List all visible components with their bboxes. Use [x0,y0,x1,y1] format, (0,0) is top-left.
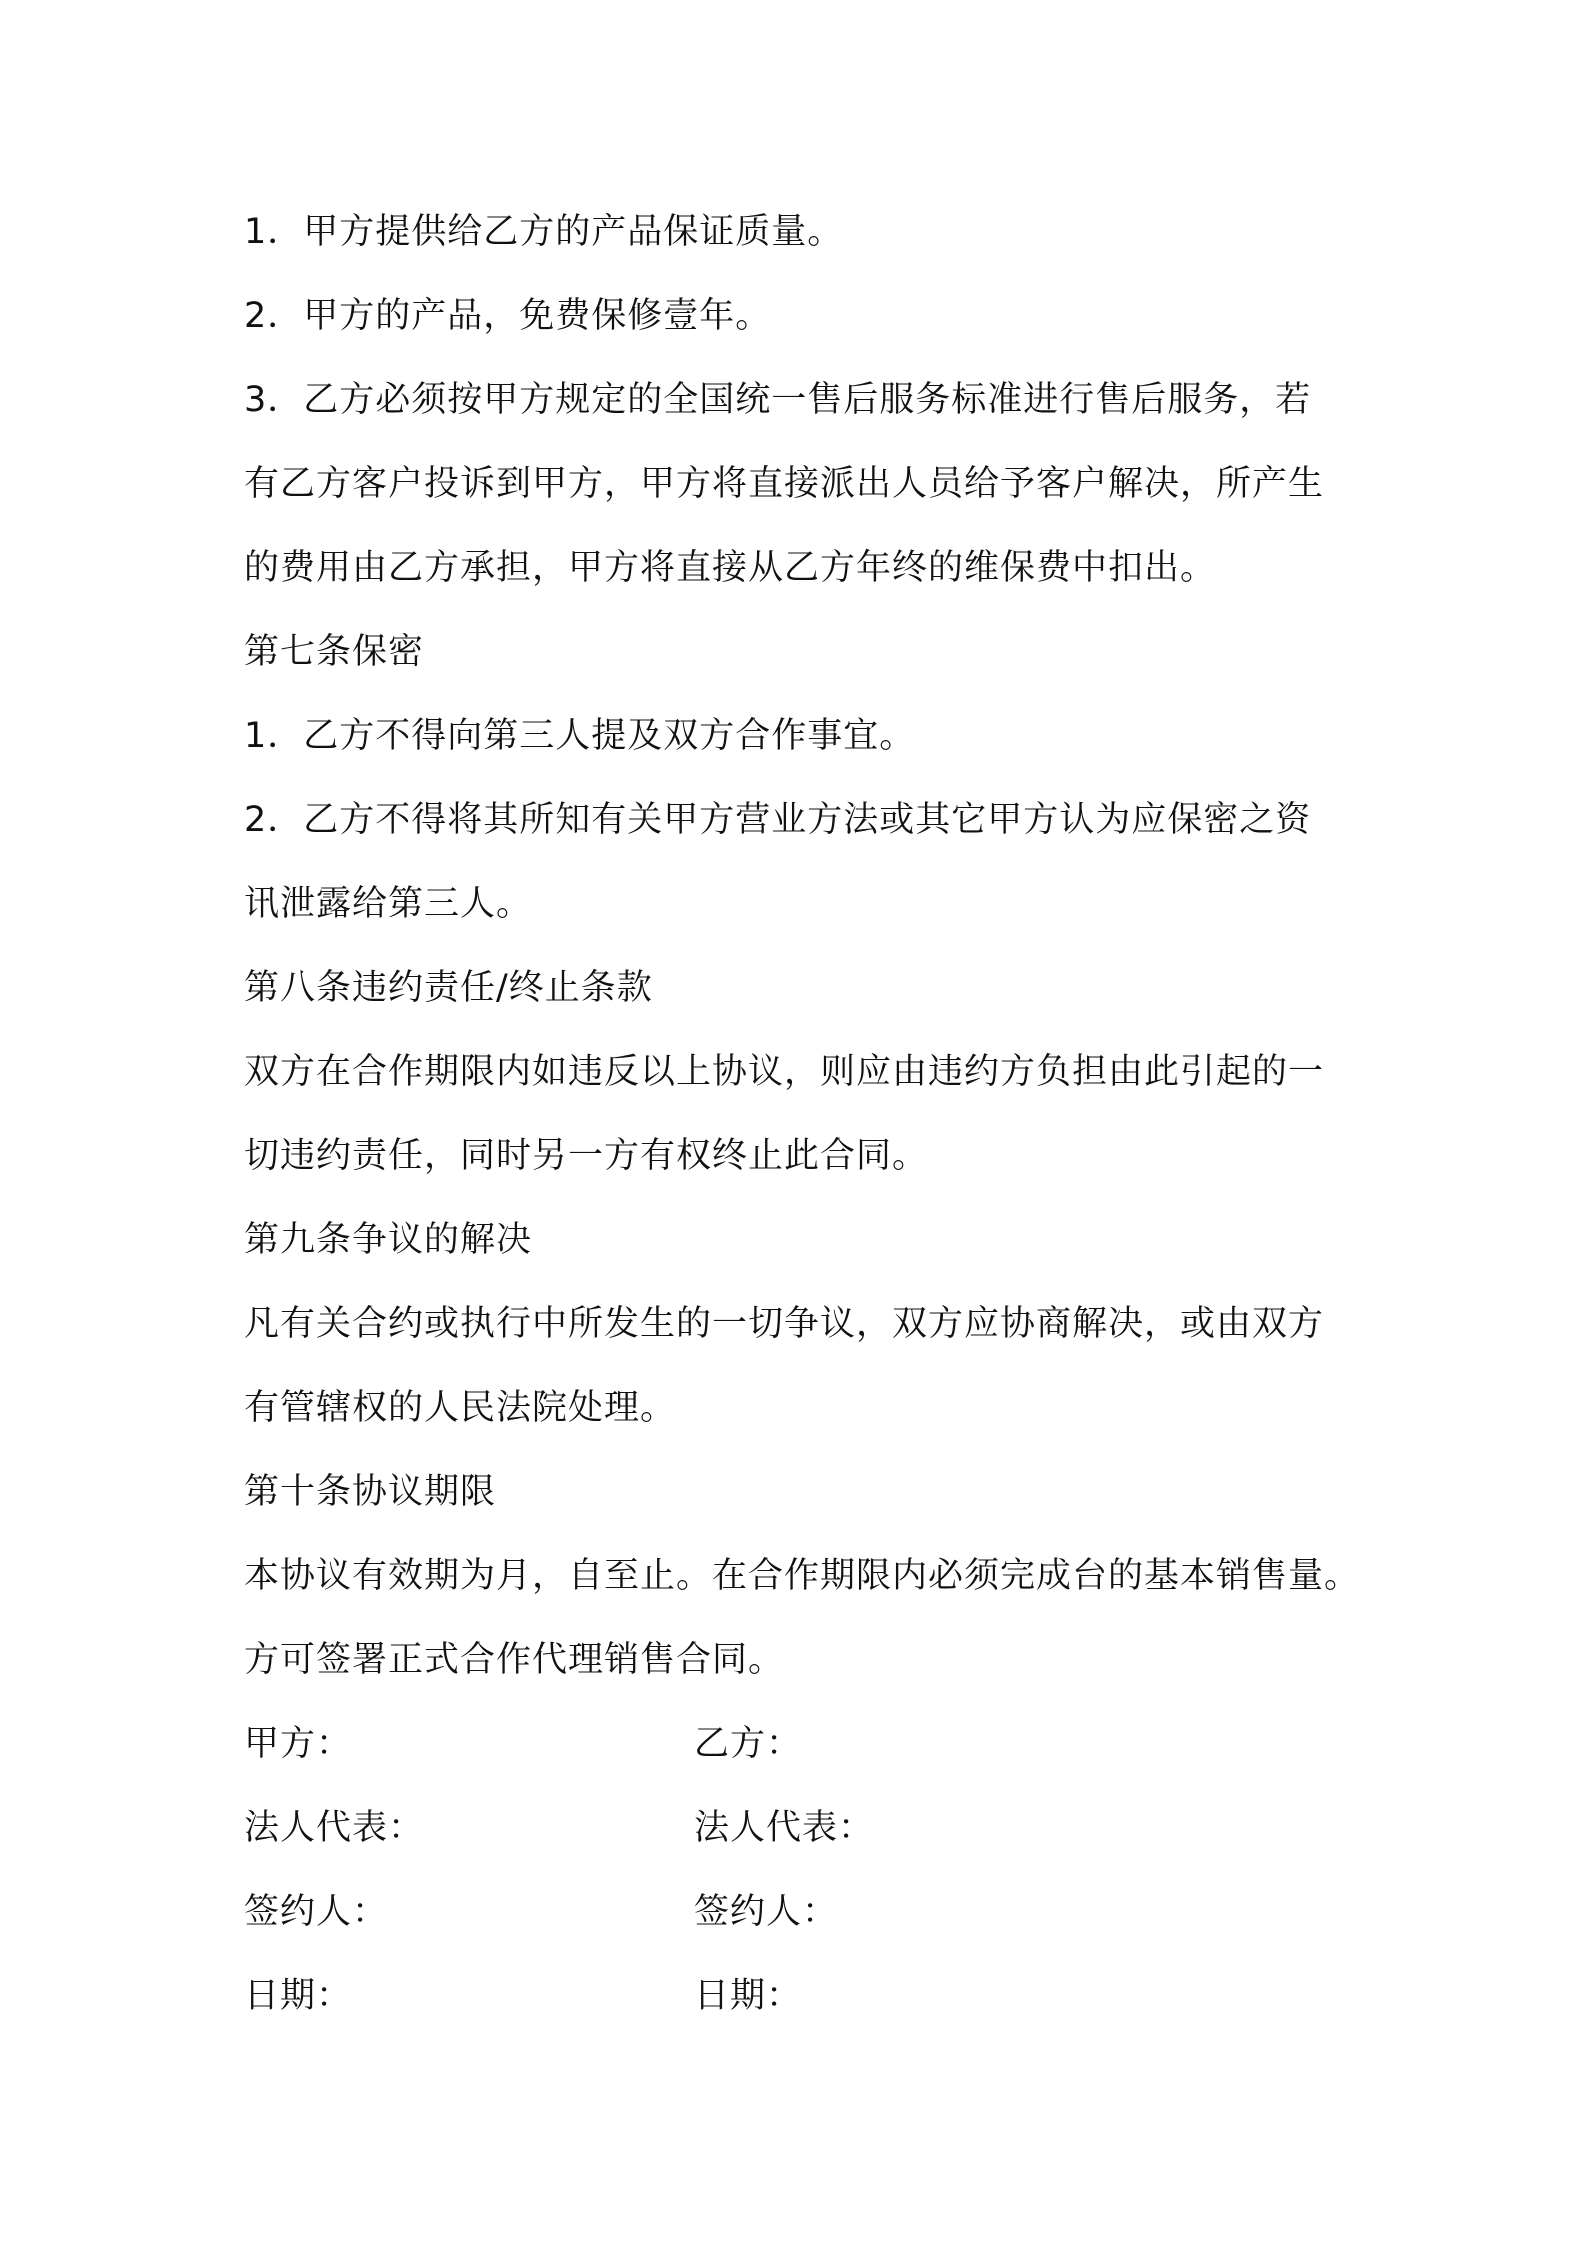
clause-text: 本协议有效期为月，自至止。在合作期限内必须完成台的基本销售量。 [244,1556,1361,1596]
section-heading-dispute: 第九条争议的解决 [244,1220,533,1260]
clause-text: 3．乙方必须按甲方规定的全国统一售后服务标准进行售后服务，若 [244,380,1312,420]
clause-text: 凡有关合约或执行中所发生的一切争议，双方应协商解决，或由双方 [244,1304,1325,1344]
clause-text: 1．乙方不得向第三人提及双方合作事宜。 [244,716,916,756]
clause-text: 2．甲方的产品，免费保修壹年。 [244,296,772,336]
signature-row-date [244,1960,1364,2044]
date-a-label: 日期： [244,1976,353,2016]
contract-page [244,196,1364,2044]
signer-b-label: 签约人： [694,1892,839,1932]
party-a-label: 甲方： [244,1724,353,1764]
clause-text: 切违约责任，同时另一方有权终止此合同。 [244,1136,929,1176]
clause-text: 方可签署正式合作代理销售合同。 [244,1640,785,1680]
date-b-label: 日期： [694,1976,803,2016]
section-heading-confidentiality: 第七条保密 [244,632,425,672]
representative-a-label: 法人代表： [244,1808,425,1848]
signature-row-signer [244,1876,1364,1960]
representative-b-label: 法人代表： [694,1808,875,1848]
section-heading-term: 第十条协议期限 [244,1472,497,1512]
section-heading-liability: 第八条违约责任/终止条款 [244,968,653,1008]
clause-text: 1．甲方提供给乙方的产品保证质量。 [244,212,844,252]
clause-text: 2．乙方不得将其所知有关甲方营业方法或其它甲方认为应保密之资 [244,800,1312,840]
party-b-label: 乙方： [694,1724,803,1764]
clause-text: 的费用由乙方承担，甲方将直接从乙方年终的维保费中扣出。 [244,548,1217,588]
signature-row-representative [244,1792,1364,1876]
clause-text: 有乙方客户投诉到甲方，甲方将直接派出人员给予客户解决，所产生 [244,464,1325,504]
signature-row-party [244,1708,1364,1792]
clause-text: 双方在合作期限内如违反以上协议，则应由违约方负担由此引起的一 [244,1052,1325,1092]
clause-text: 讯泄露给第三人。 [244,884,533,924]
clause-text: 有管辖权的人民法院处理。 [244,1388,677,1428]
signer-a-label: 签约人： [244,1892,389,1932]
